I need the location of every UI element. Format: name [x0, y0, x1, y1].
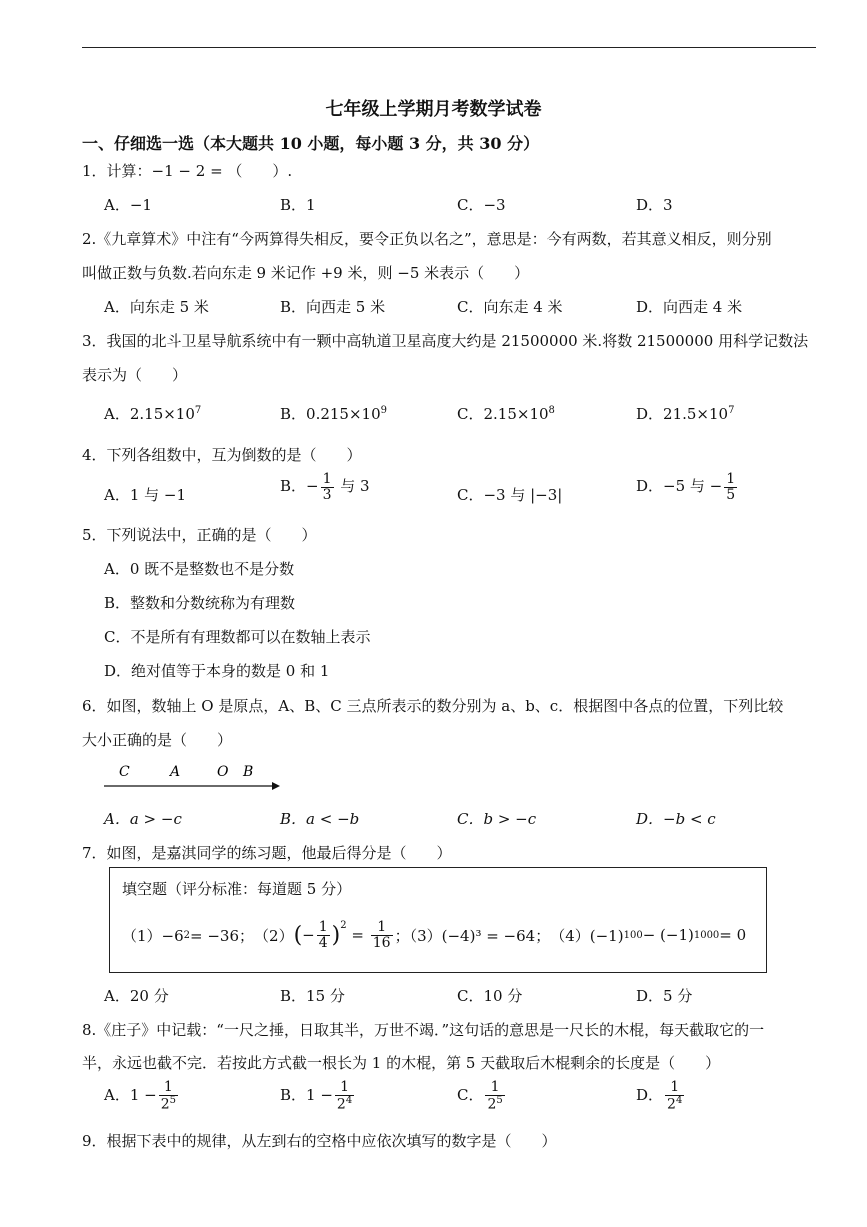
- number-line-figure: [104, 760, 294, 800]
- q4-stem: 4．下列各组数中，互为倒数的是（ ）: [82, 446, 362, 464]
- point-label-b: B: [243, 764, 254, 780]
- q6-option-c[interactable]: C．b > −c: [457, 810, 537, 828]
- q2-option-a[interactable]: A．向东走 5 米: [104, 298, 209, 316]
- q8-stem-line1: 8.《庄子》中记载：“一尺之捶，日取其半，万世不竭．”这句话的意思是一尺长的木棍，每天截取它的一: [82, 1021, 765, 1039]
- point-label-o: O: [217, 764, 229, 780]
- q8-option-a[interactable]: A．1 − $\frac{1}{2^5}$: [104, 1079, 177, 1113]
- q7-option-c[interactable]: C．10 分: [457, 987, 523, 1005]
- q2-stem-line2: 叫做正数与负数.若向东走 9 米记作 +9 米，则 −5 米表示（ ）: [82, 264, 530, 282]
- point-label-a: A: [170, 764, 181, 780]
- q3-stem-line1: 3．我国的北斗卫星导航系统中有一颗中高轨道卫星高度大约是 21500000 米.将数 21500000 用科学记数法: [82, 332, 809, 350]
- q1-option-c[interactable]: C．−3: [457, 196, 506, 214]
- header-rule: [82, 47, 816, 48]
- q7-exercise-box: [109, 867, 767, 973]
- q5-option-a[interactable]: A．0 既不是整数也不是分数: [104, 560, 295, 578]
- q1-option-d[interactable]: D．3: [636, 196, 673, 214]
- q2-option-d[interactable]: D．向西走 4 米: [636, 298, 743, 316]
- q7-stem: 7．如图，是嘉淇同学的练习题，他最后得分是（ ）: [82, 844, 452, 862]
- q7-option-d[interactable]: D．5 分: [636, 987, 693, 1005]
- q2-option-c[interactable]: C．向东走 4 米: [457, 298, 563, 316]
- q9-stem: 9．根据下表中的规律，从左到右的空格中应依次填写的数字是（ ）: [82, 1132, 557, 1150]
- q7-box-title: 填空题（评分标准：每道题 5 分）: [122, 880, 352, 898]
- q2-option-b[interactable]: B．向西走 5 米: [280, 298, 386, 316]
- q2-stem-line1: 2.《九章算术》中注有“今两算得失相反，要令正负以名之”，意思是：今有两数，若其意义相反，则分别: [82, 230, 772, 248]
- q4-option-a[interactable]: A．1 与 −1: [104, 486, 187, 504]
- page-title: 七年级上学期月考数学试卷: [325, 99, 542, 120]
- number-line-arrow-icon: [272, 782, 280, 790]
- q4-option-d[interactable]: D．−5 与 − $\frac{1}{5}$: [636, 471, 736, 503]
- q6-stem-line2: 大小正确的是（ ）: [82, 731, 233, 749]
- q1-option-a[interactable]: A．−1: [104, 196, 152, 214]
- q3-option-d[interactable]: D．$21.5\times 10^7$: [636, 405, 735, 423]
- section-heading: 一、仔细选一选（本大题共 10 小题，每小题 3 分，共 30 分）: [82, 134, 540, 153]
- q6-option-a[interactable]: A．a > −c: [104, 810, 182, 828]
- q5-option-d[interactable]: D．绝对值等于本身的数是 0 和 1: [104, 662, 330, 680]
- q5-option-b[interactable]: B．整数和分数统称为有理数: [104, 594, 296, 612]
- q7-box-items: （1）−6 2 = −36； （2） ( − $\frac{1}{4}$ ) $^2$ = $\frac{1}{16}$ ；（3）(−4)³ = −64； （4）(−1) 100 − (−1) 1000 = 0: [122, 919, 747, 951]
- q5-stem: 5．下列说法中，正确的是（ ）: [82, 526, 317, 544]
- q6-option-d[interactable]: D．−b < c: [636, 810, 716, 828]
- q1-stem: 1．计算：−1 − 2 = （ ）.: [82, 162, 293, 180]
- q6-stem-line1: 6．如图，数轴上 O 是原点，A、B、C 三点所表示的数分别为 a、b、c．根据图中各点的位置，下列比较: [82, 697, 784, 715]
- q8-option-d[interactable]: D． $\frac{1}{2^4}$: [636, 1079, 683, 1113]
- q3-option-b[interactable]: B．$0.215\times 10^9$: [280, 405, 387, 423]
- q3-option-a[interactable]: A．$2.15\times 10^7$: [104, 405, 202, 423]
- q7-option-a[interactable]: A．20 分: [104, 987, 169, 1005]
- q4-option-b[interactable]: B．− $\frac{1}{3}$ 与 3: [280, 471, 370, 503]
- q1-option-b[interactable]: B．1: [280, 196, 316, 214]
- q3-stem-line2: 表示为（ ）: [82, 366, 188, 384]
- point-label-c: C: [119, 764, 130, 780]
- q8-option-c[interactable]: C． $\frac{1}{2^5}$: [457, 1079, 503, 1113]
- q4-option-c[interactable]: C．−3 与 |−3|: [457, 486, 563, 504]
- q8-stem-line2: 半，永远也截不完．若按此方式截一根长为 1 的木棍，第 5 天截取后木棍剩余的长度是（ ）: [82, 1054, 721, 1072]
- q5-option-c[interactable]: C．不是所有有理数都可以在数轴上表示: [104, 628, 371, 646]
- q6-option-b[interactable]: B．a < −b: [280, 810, 360, 828]
- q7-option-b[interactable]: B．15 分: [280, 987, 345, 1005]
- q3-option-c[interactable]: C．$2.15\times 10^8$: [457, 405, 555, 423]
- q8-option-b[interactable]: B．1 − $\frac{1}{2^4}$: [280, 1079, 353, 1113]
